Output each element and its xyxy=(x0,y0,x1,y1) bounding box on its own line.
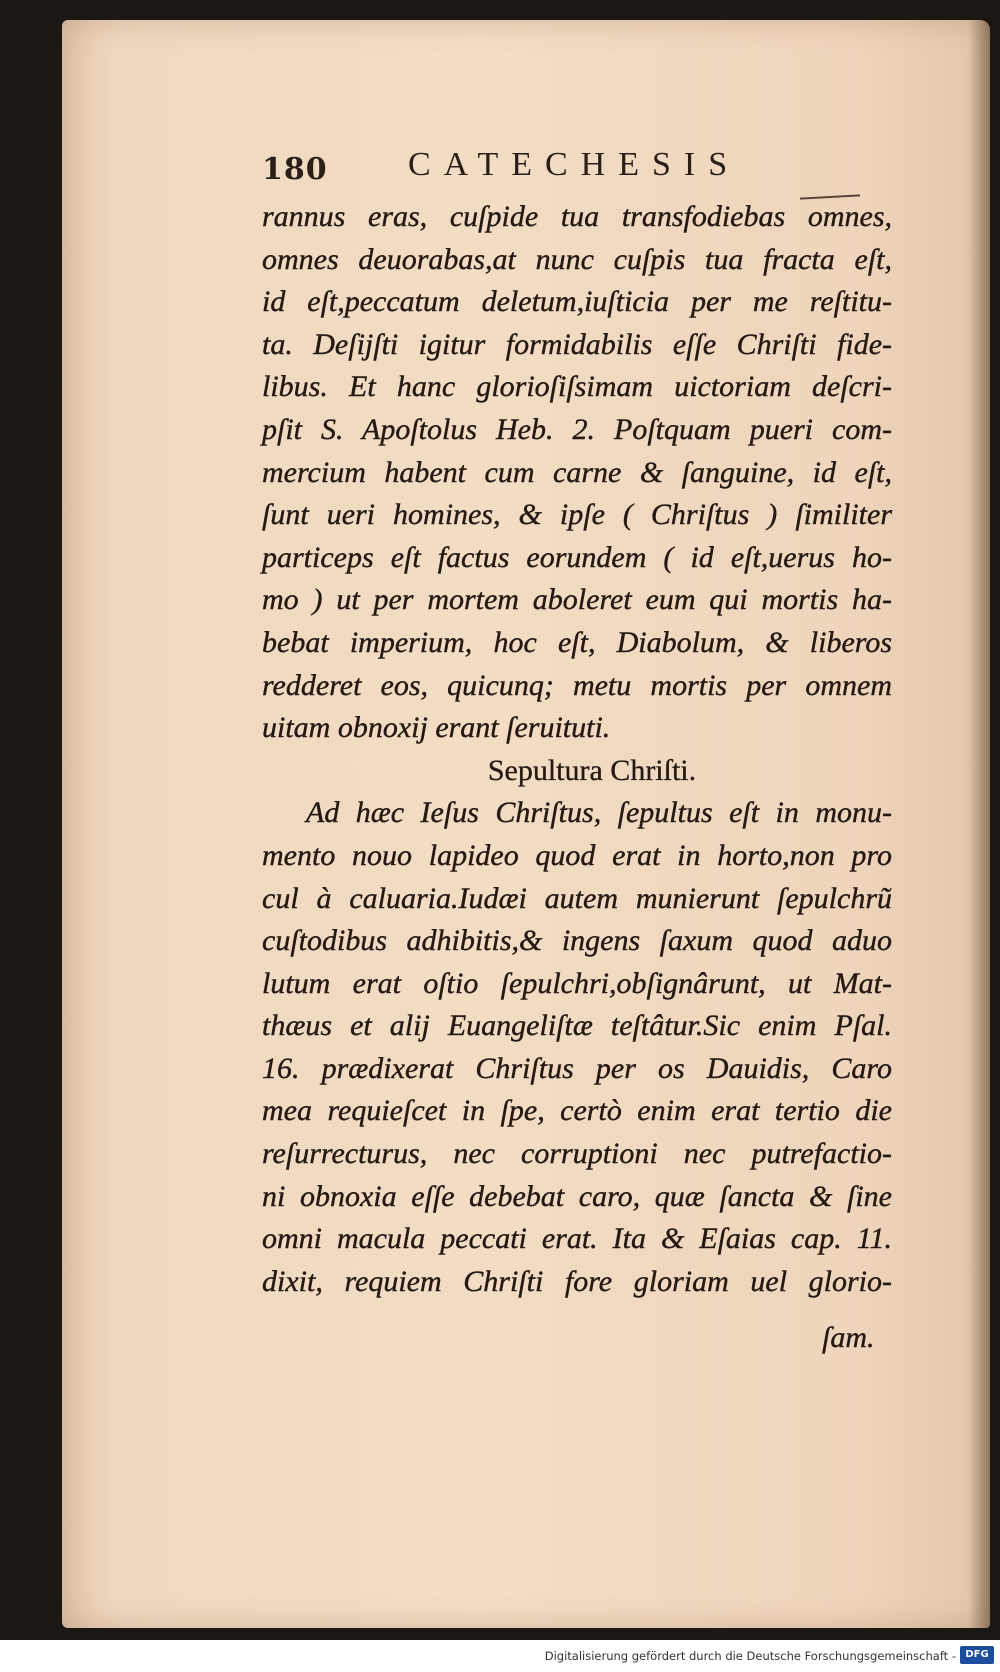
text-line: reſurrecturus, nec corruptioni nec putrefactio- xyxy=(262,1137,892,1171)
dfg-logo-icon: DFG xyxy=(960,1646,994,1664)
text-line: particeps eſt factus eorundem ( id eſt,uerus ho- xyxy=(262,540,892,574)
page-gutter-shadow xyxy=(968,20,990,1628)
text-line: mo ) ut per mortem aboleret eum qui mortis ha- xyxy=(262,583,892,617)
text-line: omnes deuorabas,at nunc cuſpis tua fracta eſt, xyxy=(262,242,892,276)
text-line: Ad hæc Ieſus Chriſtus, ſepultus eſt in monu- xyxy=(306,796,892,830)
footer-bar xyxy=(0,1640,1000,1672)
text-line: 16. prædixerat Chriſtus per os Dauidis, Caro xyxy=(262,1051,892,1085)
text-line: uitam obnoxij erant ſeruituti. xyxy=(262,711,611,745)
text-line: lutum erat oſtio ſepulchri,obſignârunt, ut Mat- xyxy=(262,966,892,1000)
text-line: dixit, requiem Chriſti fore gloriam uel glorio- xyxy=(262,1264,892,1298)
text-line: omni macula peccati erat. Ita & Eſaias cap. 11. xyxy=(262,1222,892,1256)
text-line: cul à caluaria.Iudæi autem munierunt ſepulchrũ xyxy=(262,881,892,915)
text-line: cuſtodibus adhibitis,& ingens ſaxum quod aduo xyxy=(262,924,892,958)
catchword: ſam. xyxy=(822,1321,875,1354)
text-line: ta. Deſijſti igitur formidabilis eſſe Chriſti fide- xyxy=(262,327,892,361)
running-head xyxy=(262,146,822,186)
text-line: pſit S. Apoſtolus Heb. 2. Poſtquam pueri com- xyxy=(262,412,892,446)
text-line: bebat imperium, hoc eſt, Diabolum, & liberos xyxy=(262,625,892,659)
text-line: id eſt,peccatum deletum,iuſticia per me reſtitu- xyxy=(262,285,892,319)
text-line: redderet eos, quicunq; metu mortis per omnem xyxy=(262,668,892,702)
text-line: libus. Et hanc glorioſiſsimam uictoriam deſcri- xyxy=(262,370,892,404)
text-line: thæus et alij Euangeliſtæ teſtâtur.Sic enim Pſal. xyxy=(262,1009,892,1043)
text-line: mento nouo lapideo quod erat in horto,non pro xyxy=(262,838,892,872)
text-line: mercium habent cum carne & ſanguine, id eſt, xyxy=(262,455,892,489)
running-title: CATECHESIS xyxy=(408,146,741,183)
footer-credit: Digitalisierung gefördert durch die Deutsche Forschungsgemeinschaft - xyxy=(544,1649,956,1663)
page-number: 180 xyxy=(262,152,328,187)
section-heading: Sepultura Chriſti. xyxy=(487,753,697,787)
text-line: ſunt ueri homines, & ipſe ( Chriſtus ) ſimiliter xyxy=(262,498,892,532)
text-line: ni obnoxia eſſe debebat caro, quæ ſancta & ſine xyxy=(262,1179,892,1213)
text-line: rannus eras, cuſpide tua transfodiebas omnes, xyxy=(262,200,892,233)
body-text xyxy=(262,196,892,1303)
text-line: mea requieſcet in ſpe, certò enim erat tertio die xyxy=(262,1094,892,1128)
